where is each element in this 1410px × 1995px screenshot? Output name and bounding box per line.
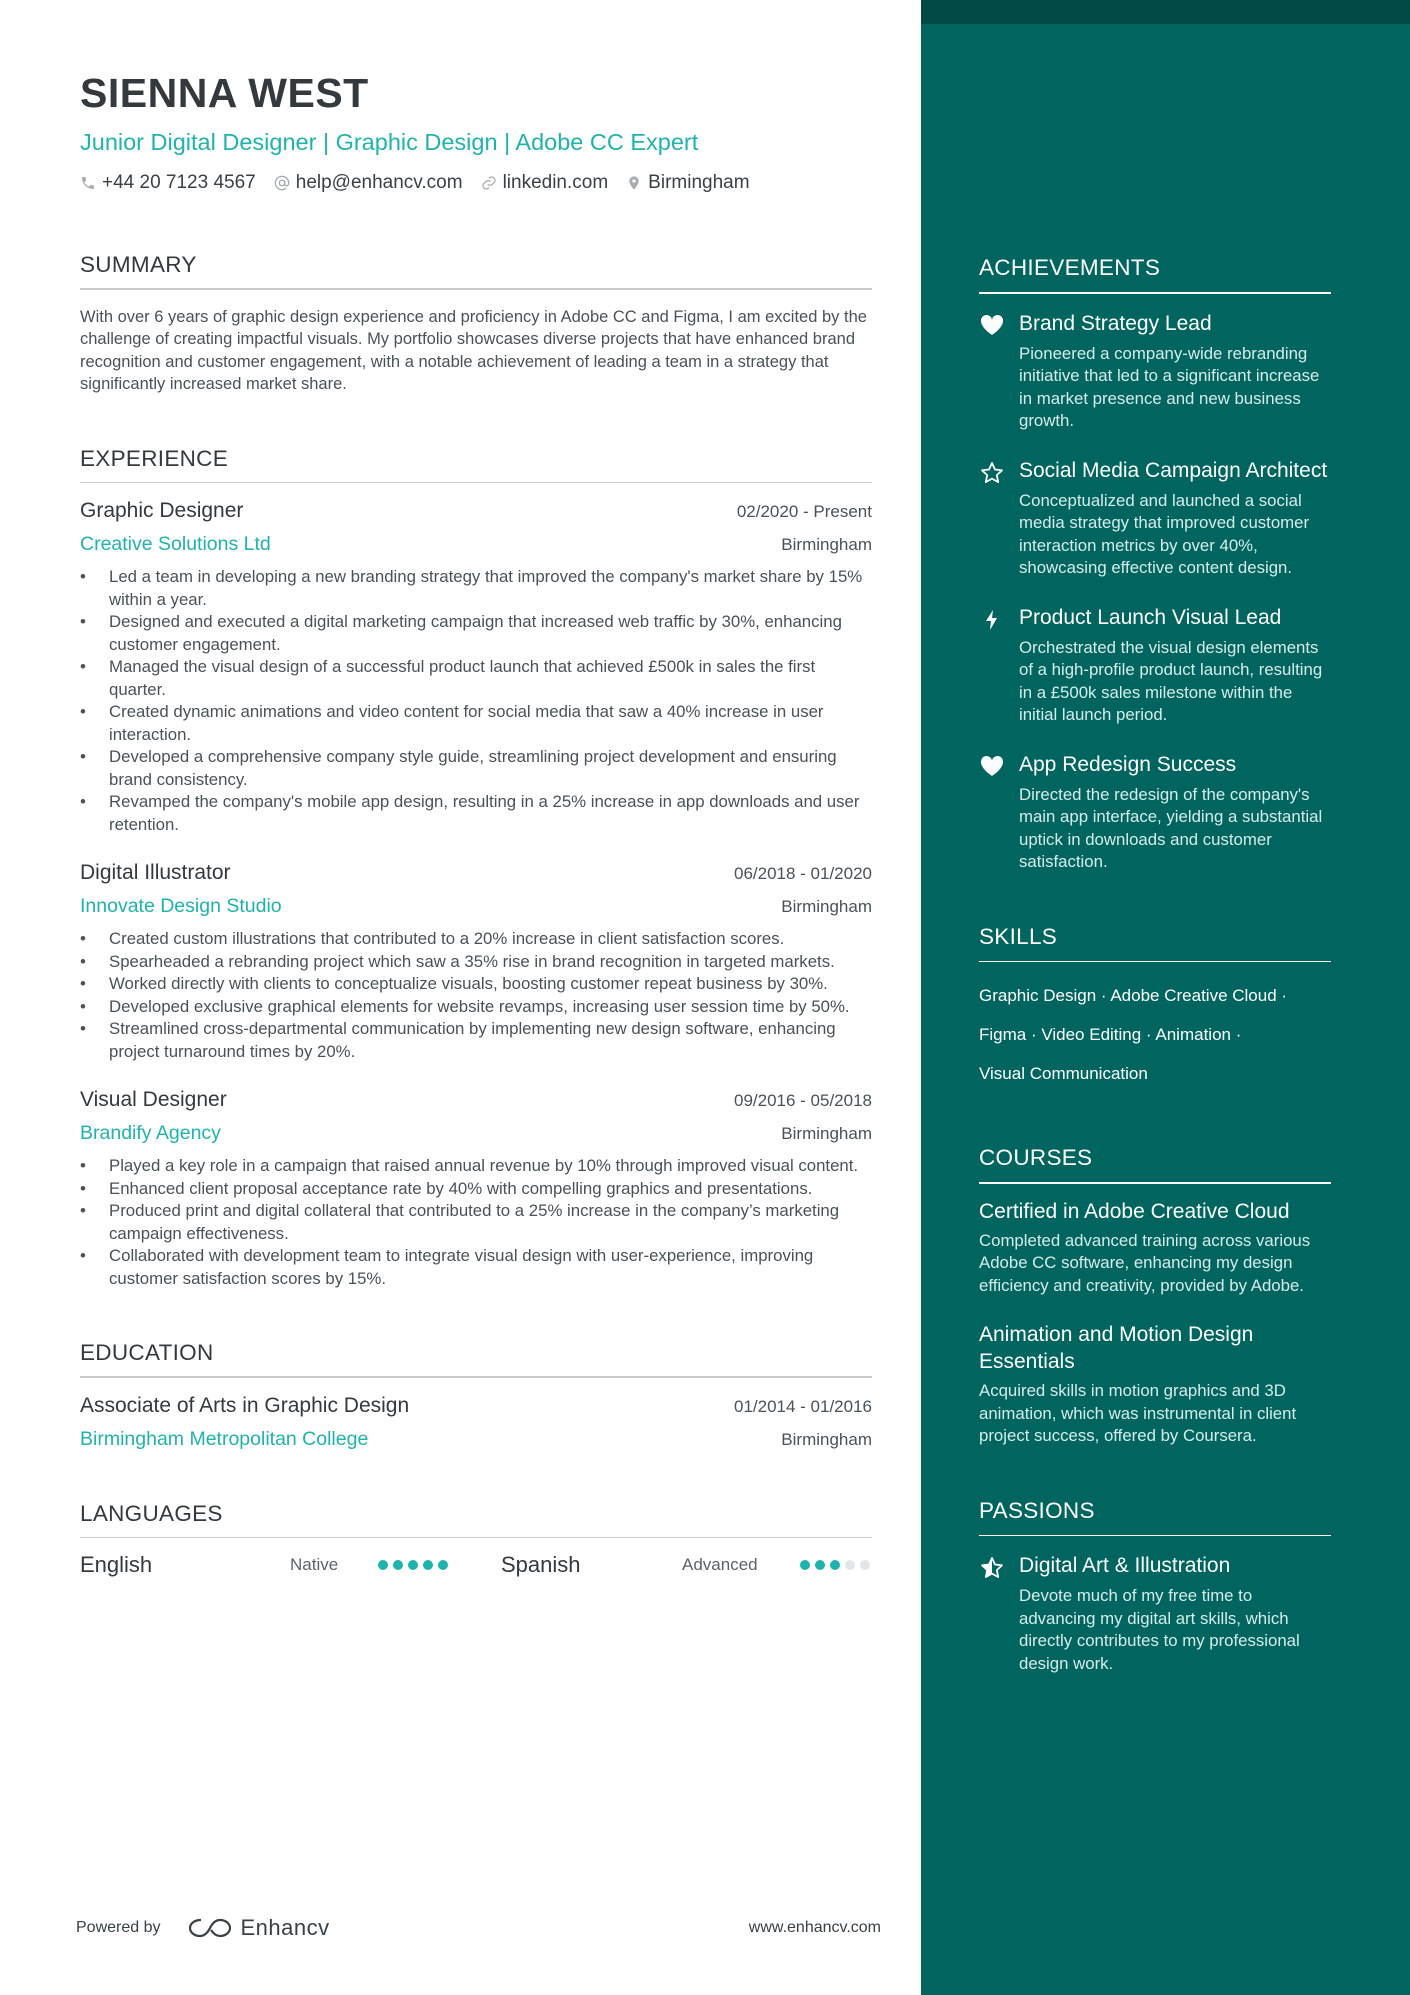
job-bullets [80,928,872,1063]
languages-heading: LANGUAGES [80,1500,223,1526]
powered-by[interactable] [76,1915,330,1941]
passions-heading: PASSIONS [979,1497,1095,1523]
sidebar-content [979,255,1331,1675]
contact-bar [80,172,921,194]
job-dates: 06/2018 - 01/2020 [733,864,872,883]
divider [979,292,1331,294]
education-dates: 01/2014 - 01/2016 [733,1396,872,1416]
bullet-item: • Streamlined cross-departmental communication by implementing new design software, enhancing project turnaround times by 20%. [80,1018,872,1063]
email-text: help@enhancv.com [295,172,463,193]
bullet-item: • Revamped the company's mobile app design, resulting in a 25% increase in app downloads and user retention. [80,791,872,836]
course-title: Animation and Motion Design Essentials [979,1323,1254,1373]
headline: Junior Digital Designer | Graphic Design | Adobe CC Expert [80,129,699,155]
degree-title: Associate of Arts in Graphic Design [80,1393,410,1417]
contact-link[interactable] [481,172,609,194]
sidebar [921,0,1410,1995]
passion-desc: Devote much of my free time to advancing my digital art skills, which directly contributes to my professional design work. [1019,1586,1300,1673]
bullet-item: • Created custom illustrations that contributed to a 20% increase in client satisfaction scores. [80,928,872,951]
divider [979,1182,1331,1184]
achievement-desc: Conceptualized and launched a social media strategy that improved customer interaction metrics by over 40%, showcasing effective content design. [1019,490,1310,577]
achievement-title: Social Media Campaign Architect [1019,458,1328,482]
bullet-item: • Spearheaded a rebranding project which saw a 35% rise in brand recognition in targeted markets. [80,951,872,974]
achievement-item [979,751,1331,874]
heart-icon [979,314,1005,336]
job-bullets [80,566,872,836]
sidebar-top-band [921,0,1410,24]
divider [979,1535,1331,1537]
skills-line: Visual Communication [979,1064,1148,1083]
summary-text: With over 6 years of graphic design experience and proficiency in Adobe CC and Figma, I am excited by the challenge of creating impactful visuals. My portfolio showcases diverse projects that have enhanced brand recognition and customer engagement, with a notable achievement of leading a team in a strategy that significantly increased market share. [80,307,867,393]
divider [80,1376,872,1378]
job-title: Visual Designer [80,1088,227,1111]
bullet-item: • Played a key role in a campaign that raised annual revenue by 10% through improved visual content. [80,1155,872,1178]
job-dates: 09/2016 - 05/2018 [733,1091,872,1110]
location-text: Birmingham [648,172,750,193]
bullet-item: • Led a team in developing a new branding strategy that improved the company's market share by 15% within a year. [80,566,872,611]
course-item [979,1321,1331,1448]
contact-email[interactable] [274,172,463,194]
divider [80,288,872,290]
job-title: Digital Illustrator [80,861,231,884]
course-title: Certified in Adobe Creative Cloud [979,1199,1290,1223]
bullet-item: • Worked directly with clients to conceptualize visuals, boosting customer repeat business by 30%. [80,973,872,996]
link-icon [481,175,497,191]
star-outline-icon [979,461,1005,485]
contact-phone[interactable] [80,172,256,194]
job-bullets [80,1155,872,1290]
bullet-item: • Designed and executed a digital marketing campaign that increased web traffic by 30%, enhancing customer engagement. [80,611,872,656]
company-name: Innovate Design Studio [80,895,282,917]
bullet-item: • Collaborated with development team to integrate visual design with user-experience, improving customer satisfaction scores by 15%. [80,1245,872,1290]
map-pin-icon [626,174,642,192]
passion-item [979,1552,1331,1675]
site-link[interactable]: www.enhancv.com [748,1919,881,1936]
footer [76,1915,881,1941]
phone-text: +44 20 7123 4567 [102,172,256,193]
course-desc: Acquired skills in motion graphics and 3D animation, which was instrumental in client project success, offered by Coursera. [979,1381,1297,1445]
passion-title: Digital Art & Illustration [1019,1554,1231,1577]
skills-line: Figma · Video Editing · Animation · [979,1025,1242,1044]
achievement-title: App Redesign Success [1019,752,1237,776]
rating-dot-filled [393,1560,403,1570]
rating-dot-filled [815,1560,825,1570]
job-title: Graphic Designer [80,499,244,522]
education-section [80,1340,921,1451]
skills-heading: SKILLS [979,923,1058,949]
achievement-title: Product Launch Visual Lead [1019,605,1282,629]
job-location: Birmingham [781,535,872,554]
achievement-item [979,457,1331,580]
bullet-item: • Managed the visual design of a successful product launch that achieved £500k in sales the first quarter. [80,656,872,701]
candidate-name: SIENNA WEST [80,70,369,116]
brand-name: Enhancv [240,1915,330,1940]
language-level: Native [290,1555,339,1574]
divider [979,961,1331,963]
school-name: Birmingham Metropolitan College [80,1427,369,1450]
language-level: Advanced [682,1555,758,1574]
language-rating [378,1560,448,1570]
bullet-item: • Created dynamic animations and video content for social media that saw a 40% increase in user interaction. [80,701,872,746]
job-location: Birmingham [781,897,872,916]
job-dates: 02/2020 - Present [736,502,872,521]
bullet-item: • Developed a comprehensive company style guide, streamlining project development and ensuring brand consistency. [80,746,872,791]
rating-dot-filled [408,1560,418,1570]
bullet-item: • Produced print and digital collateral that contributed to a 25% increase in the company’s marketing campaign effectiveness. [80,1200,872,1245]
passions-section [979,1498,1331,1676]
achievement-item [979,604,1331,727]
languages-row [80,1552,872,1578]
phone-icon [80,175,96,191]
at-icon [274,175,290,191]
bullet-item: • Enhanced client proposal acceptance rate by 40% with compelling graphics and presentations. [80,1178,872,1201]
rating-dot-filled [423,1560,433,1570]
contact-location [626,172,749,194]
link-text: linkedin.com [502,172,609,193]
achievement-desc: Directed the redesign of the company's main app interface, yielding a substantial uptick in downloads and customer satisfaction. [1019,784,1323,871]
skills-line: Graphic Design · Adobe Creative Cloud · [979,986,1288,1005]
heart-icon [979,755,1005,777]
bullet-item: • Developed exclusive graphical elements for website revamps, increasing user session time by 50%. [80,996,872,1019]
language-item [450,1552,872,1578]
education-entry [80,1394,872,1451]
achievements-heading: ACHIEVEMENTS [979,255,1161,280]
divider [80,482,872,484]
education-location: Birmingham [781,1429,872,1449]
rating-dot-filled [378,1560,388,1570]
achievement-desc: Orchestrated the visual design elements of a high-profile product launch, resulting in a £500k sales milestone within the initial launch period. [1019,637,1323,724]
rating-dot-filled [800,1560,810,1570]
language-name: English [80,1552,153,1577]
job-entry [80,861,872,1063]
education-heading: EDUCATION [80,1340,214,1365]
job-entry [80,1088,872,1290]
job-location: Birmingham [781,1124,872,1143]
powered-by-label: Powered by [76,1919,161,1936]
course-desc: Completed advanced training across various Adobe CC software, enhancing my design efficiency and creativity, provided by Adobe. [979,1230,1311,1295]
job-entry [80,499,872,836]
courses-heading: COURSES [979,1145,1093,1170]
bolt-icon [979,608,1005,632]
achievement-title: Brand Strategy Lead [1019,311,1212,335]
course-item [979,1198,1331,1298]
skills-section [979,924,1331,1094]
divider [80,1537,872,1539]
company-name: Creative Solutions Ltd [80,533,271,555]
language-item [80,1552,450,1578]
star-half-icon [979,1556,1005,1580]
summary-heading: SUMMARY [80,252,197,277]
achievement-desc: Pioneered a company-wide rebranding initiative that led to a significant increase in market presence and new business growth. [1019,343,1320,430]
skills-list [979,976,1331,1093]
achievements-section [979,255,1331,874]
languages-section [80,1501,921,1579]
rating-dot-empty [860,1560,870,1570]
summary-section [80,252,921,396]
courses-section [979,1145,1331,1448]
language-rating [800,1560,870,1570]
rating-dot-filled [438,1560,448,1570]
language-name: Spanish [501,1552,581,1577]
rating-dot-empty [845,1560,855,1570]
enhancv-logo-icon [187,1916,233,1940]
experience-section [80,446,921,1291]
experience-heading: EXPERIENCE [80,445,229,471]
company-name: Brandify Agency [80,1122,221,1144]
achievement-item [979,310,1331,433]
rating-dot-filled [830,1560,840,1570]
